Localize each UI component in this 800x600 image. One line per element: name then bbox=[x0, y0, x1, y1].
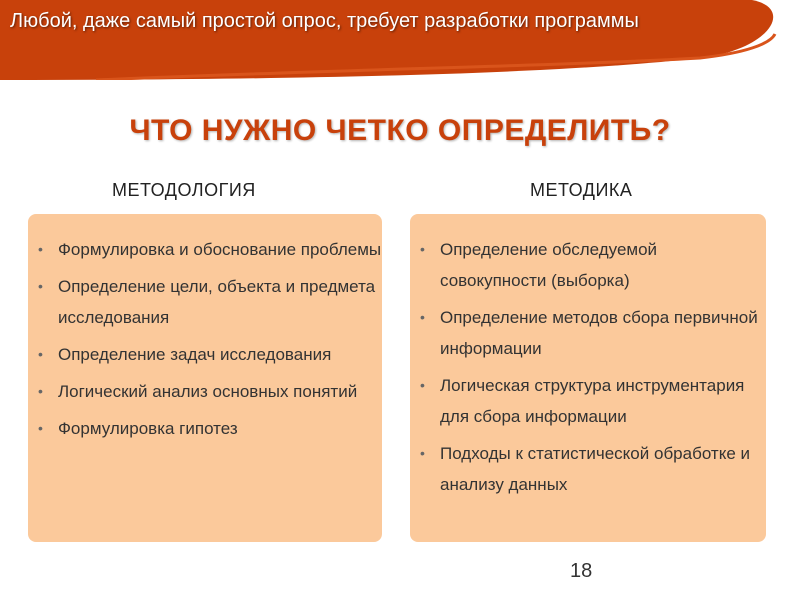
methodology-list bbox=[28, 214, 382, 444]
list-item bbox=[28, 271, 382, 333]
list-item-text: Формулировка гипотез bbox=[58, 419, 238, 438]
list-item-text: Определение методов сбора первичной информации bbox=[440, 308, 758, 358]
column-heading-methodology: МЕТОДОЛОГИЯ bbox=[112, 180, 256, 200]
list-item bbox=[410, 438, 766, 500]
bullet-icon: • bbox=[38, 278, 43, 294]
bullet-icon: • bbox=[38, 346, 43, 362]
page-number: 18 bbox=[570, 560, 593, 582]
list-item bbox=[28, 339, 382, 370]
bullet-icon: • bbox=[38, 383, 43, 399]
banner-text: Любой, даже самый простой опрос, требует разработки программы bbox=[10, 10, 639, 32]
list-item-text: Определение цели, объекта и предмета исследования bbox=[58, 277, 376, 327]
list-item bbox=[28, 413, 382, 444]
list-item bbox=[410, 370, 766, 432]
column-heading-methods: МЕТОДИКА bbox=[530, 180, 633, 200]
list-item-text: Определение обследуемой совокупности (выборка) bbox=[440, 240, 658, 290]
list-item-text: Подходы к статистической обработке и анализу данных bbox=[440, 444, 750, 494]
list-item-text: Определение задач исследования bbox=[58, 345, 332, 364]
methods-list bbox=[410, 214, 766, 500]
bullet-icon: • bbox=[38, 420, 43, 436]
methodology-panel bbox=[28, 214, 382, 542]
bullet-icon: • bbox=[420, 241, 425, 257]
bullet-icon: • bbox=[38, 241, 43, 257]
slide-title: ЧТО НУЖНО ЧЕТКО ОПРЕДЕЛИТЬ? bbox=[129, 114, 671, 147]
list-item bbox=[28, 234, 382, 265]
list-item bbox=[410, 302, 766, 364]
list-item-text: Логическая структура инструментария для сбора информации bbox=[440, 376, 745, 426]
methods-panel bbox=[410, 214, 766, 542]
bullet-icon: • bbox=[420, 445, 425, 461]
bullet-icon: • bbox=[420, 309, 425, 325]
list-item-text: Логический анализ основных понятий bbox=[58, 382, 358, 401]
list-item bbox=[28, 376, 382, 407]
list-item bbox=[410, 234, 766, 296]
bullet-icon: • bbox=[420, 377, 425, 393]
list-item-text: Формулировка и обоснование проблемы bbox=[58, 240, 382, 259]
